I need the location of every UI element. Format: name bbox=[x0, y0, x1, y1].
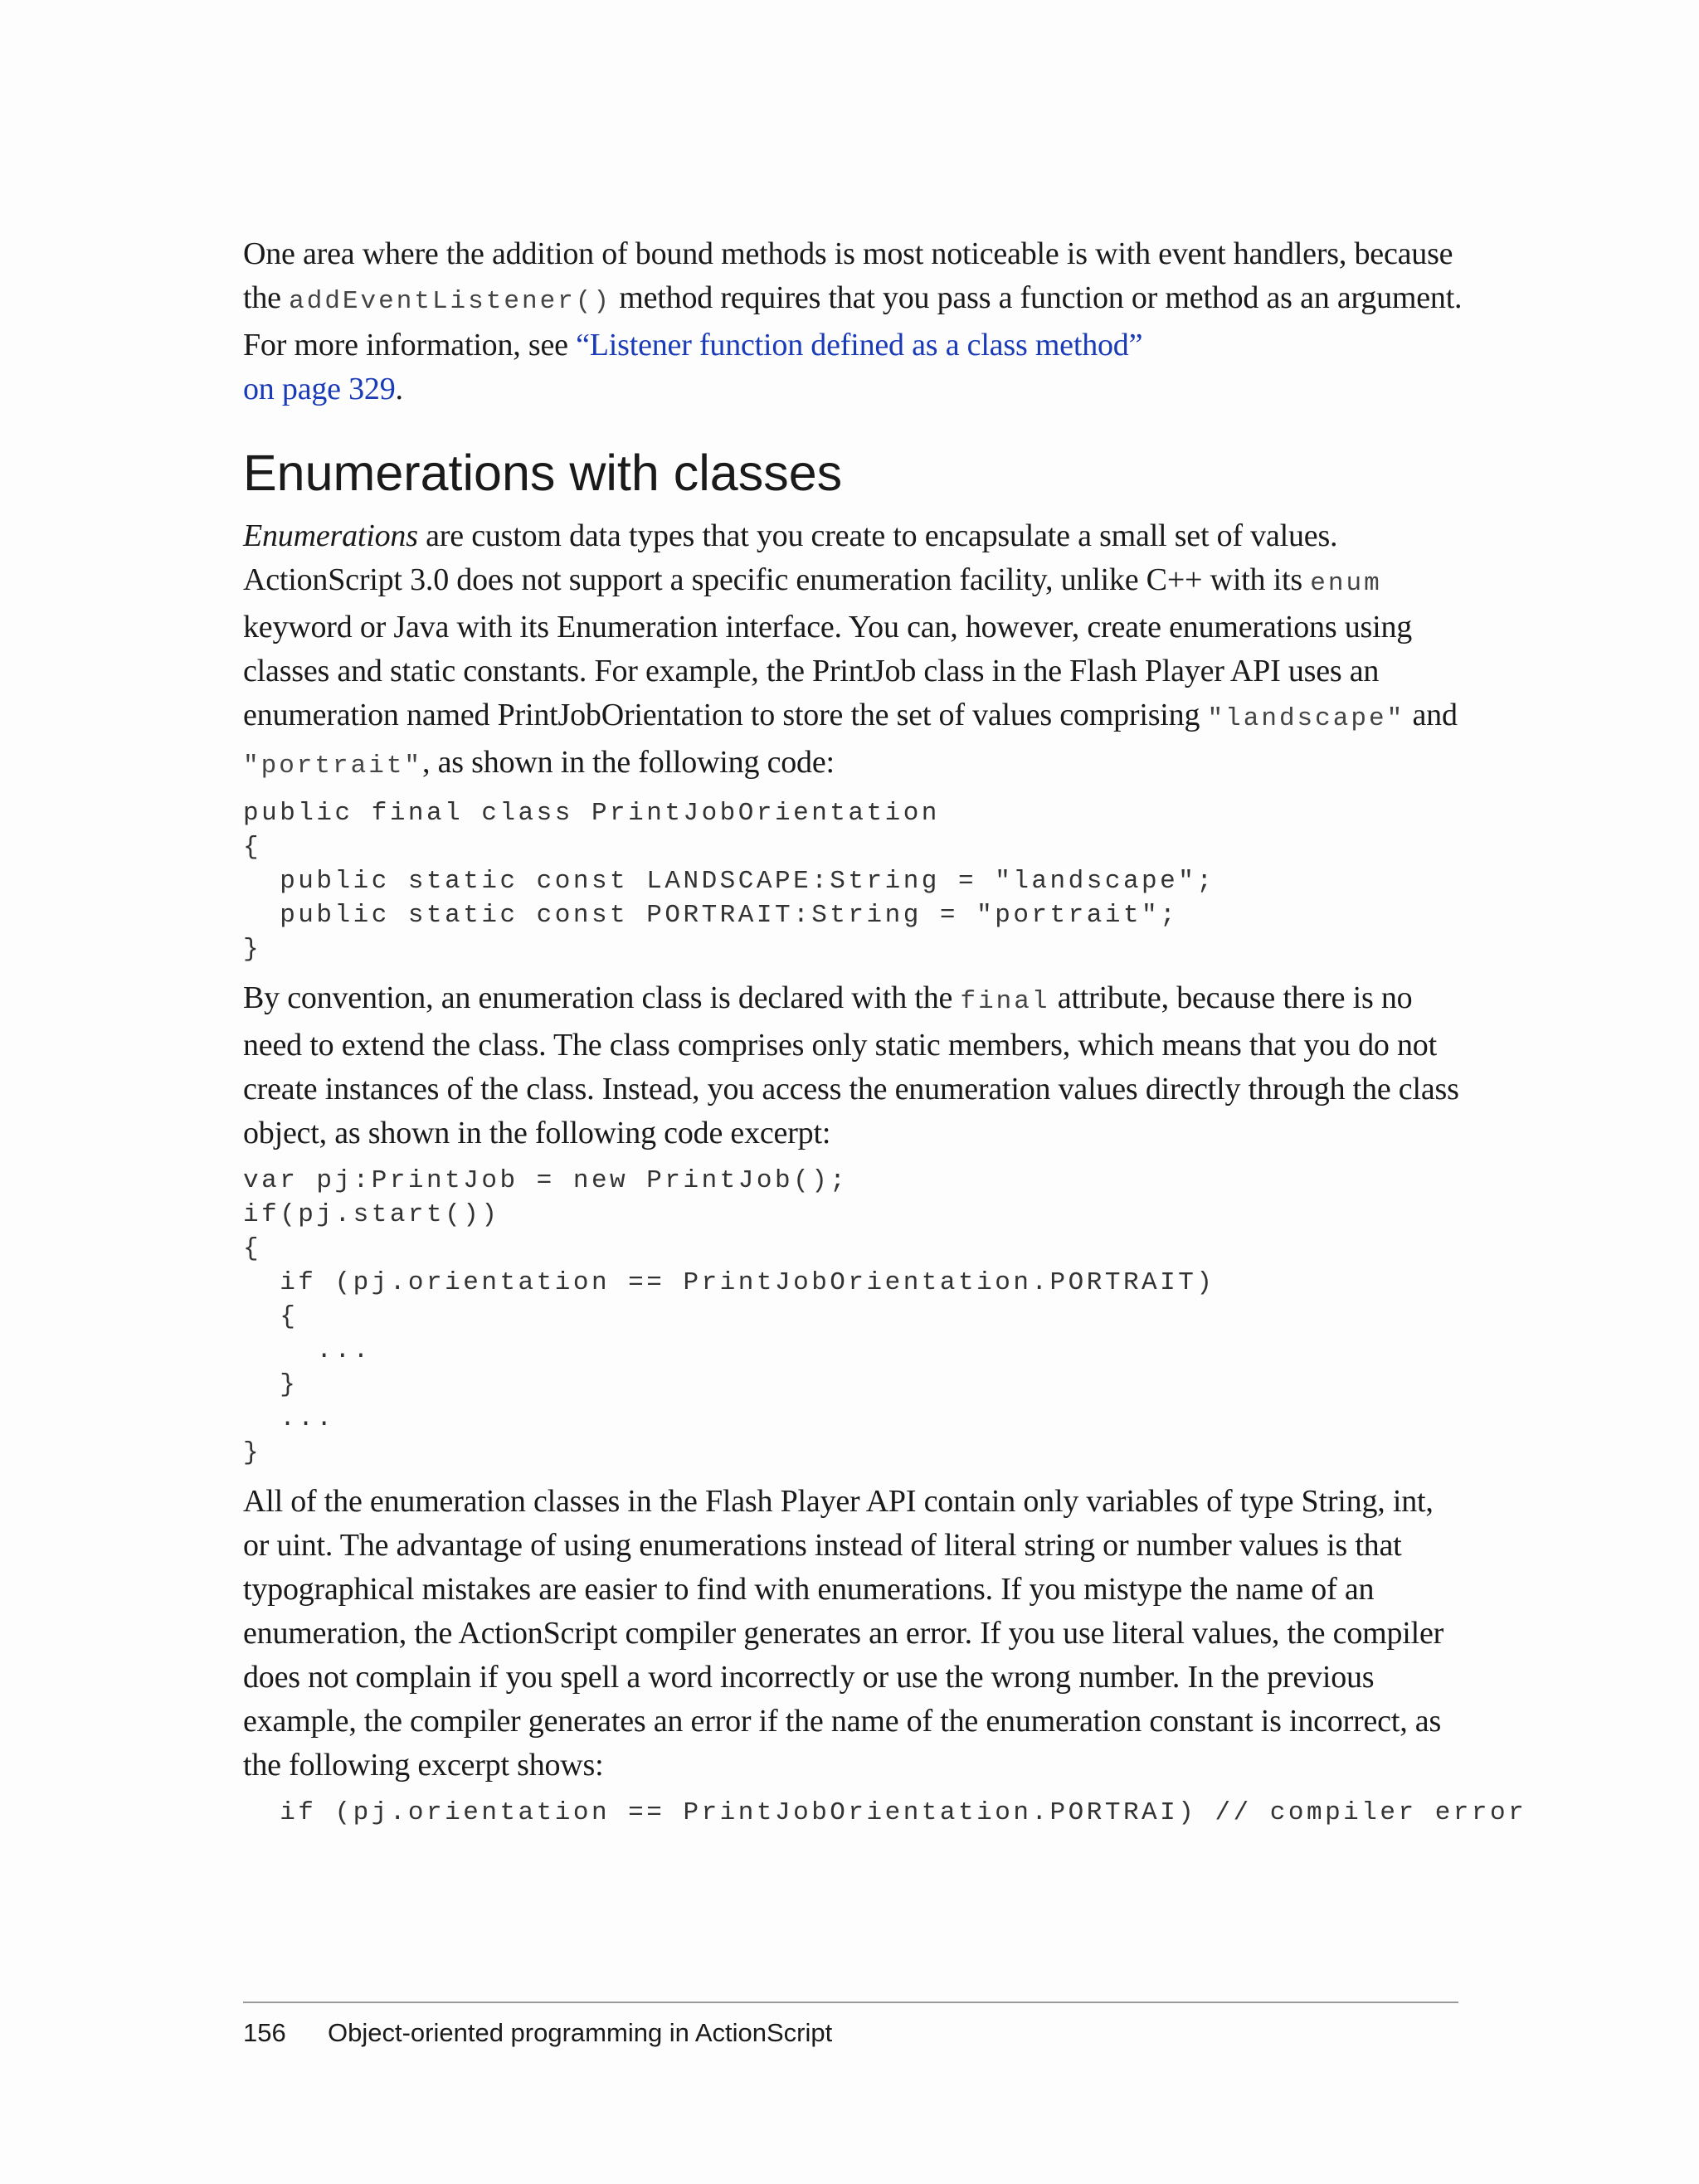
intro-end: . bbox=[395, 372, 403, 406]
para2-text-1: By convention, an enumeration class is declared with the bbox=[243, 980, 961, 1015]
convention-paragraph bbox=[243, 976, 1463, 1155]
inline-code-portrait: "portrait" bbox=[243, 752, 423, 781]
code-block-class-definition: public final class PrintJobOrientation { public static const LANDSCAPE:String = "landscape"; public static const PORTRAIT:String = "portrait"; } bbox=[243, 799, 1215, 964]
code-block-usage: var pj:PrintJob = new PrintJob(); if(pj.start()) { if (pj.orientation == PrintJobOrientation.PORTRAIT) { ... } ... } bbox=[243, 1166, 1215, 1467]
inline-code-enum: enum bbox=[1310, 569, 1382, 598]
code-block-error: if (pj.orientation == PrintJobOrientation.PORTRAI) // compiler error bbox=[243, 1798, 1527, 1827]
page-number: 156 bbox=[243, 2018, 286, 2047]
intro-text: One area where the addition of bound methods is most noticeable is with event handlers, because the bbox=[243, 236, 1453, 315]
intro-paragraph bbox=[243, 232, 1463, 411]
inline-code: addEventListener() bbox=[289, 287, 611, 316]
para1-text-4: , as shown in the following code: bbox=[422, 745, 835, 780]
chapter-title: Object-oriented programming in ActionScript bbox=[328, 2018, 833, 2047]
section-heading: Enumerations with classes bbox=[243, 445, 843, 501]
para2-text-2: attribute, because there is no need to extend the class. The class comprises only static members, which means that you do not create instances of the class. Instead, you access the enumeration values directly through the class object, as shown in the following code excerpt: bbox=[243, 980, 1459, 1150]
inline-code-landscape: "landscape" bbox=[1207, 704, 1405, 733]
page-footer bbox=[243, 2002, 1458, 2048]
para1-text-3: and bbox=[1404, 698, 1458, 732]
page-content bbox=[243, 232, 1527, 1840]
intro-text-2: method requires that you pass a function or method as an argument. For more information, see bbox=[243, 280, 1463, 362]
term-enumerations: Enumerations bbox=[243, 518, 418, 553]
link-text-line1[interactable]: “Listener function defined as a class method” bbox=[576, 328, 1143, 362]
enumerations-paragraph bbox=[243, 514, 1463, 788]
para1-text-2: keyword or Java with its Enumeration interface. You can, however, create enumerations using classes and static constants. For example, the PrintJob class in the Flash Player API uses an enumeration named PrintJobOrientation to store the set of values comprising bbox=[243, 610, 1413, 732]
link-text-line2[interactable]: on page 329 bbox=[243, 372, 396, 406]
para1-text-1: are custom data types that you create to encapsulate a small set of values. ActionScript 3.0 does not support a specific enumeration facility, unlike C++ with its bbox=[243, 518, 1338, 597]
inline-code-final: final bbox=[960, 987, 1050, 1016]
advantages-paragraph: All of the enumeration classes in the Flash Player API contain only variables of type String, int, or uint. The advantage of using enumerations instead of literal string or number values is that typographical mistakes are easier to find with enumerations. If you mistype the name of an enumeration, the ActionScript compiler generates an error. If you use literal values, the compiler does not complain if you spell a word incorrectly or use the wrong number. In the previous example, the compiler generates an error if the name of the enumeration constant is incorrect, as the following excerpt shows: bbox=[243, 1484, 1444, 1783]
